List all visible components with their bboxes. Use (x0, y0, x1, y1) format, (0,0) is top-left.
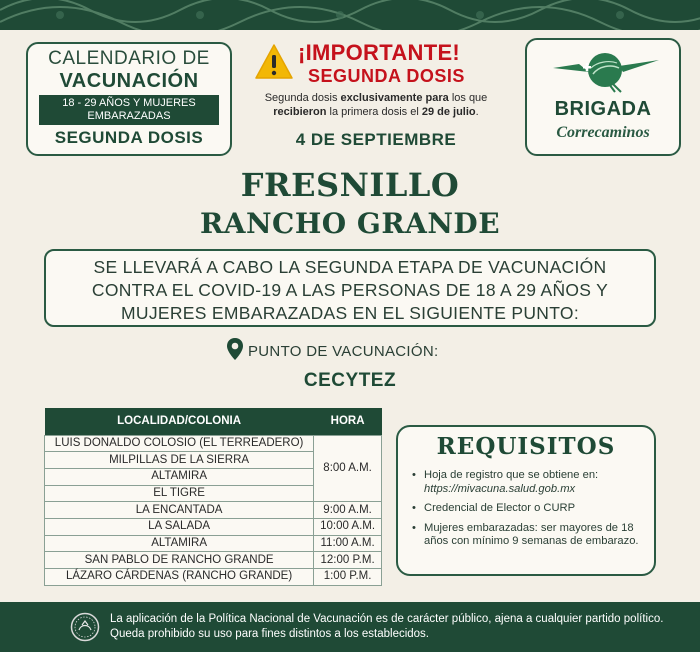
column-header-hour: HORA (314, 408, 382, 435)
locality-cell: EL TIGRE (45, 485, 314, 502)
list-item: • Hoja de registro que se obtiene en: https://mivacuna.salud.gob.mx (412, 469, 648, 496)
locality-cell: LÁZARO CÁRDENAS (RANCHO GRANDE) (45, 569, 314, 586)
requirements-list (412, 469, 648, 555)
hour-cell: 11:00 A.M. (314, 535, 382, 552)
locality-cell: LA SALADA (45, 518, 314, 535)
national-seal-icon (70, 612, 100, 642)
table-header-row (45, 408, 382, 435)
calendar-dose: SEGUNDA DOSIS (54, 128, 204, 147)
important-description: Segunda dosis exclusivamente para los que recibieron la primera dosis el 29 de julio. (264, 92, 488, 118)
notice-line: SE LLEVARÁ A CABO LA SEGUNDA ETAPA DE VACUNACIÓN (93, 257, 607, 277)
top-decorative-band (0, 0, 700, 30)
brigade-subtitle: Correcaminos (556, 124, 650, 141)
list-item: • Credencial de Elector o CURP (412, 502, 648, 516)
locality-cell: MILPILLAS DE LA SIERRA (45, 452, 314, 469)
requirements-box (396, 425, 656, 576)
locality-cell: LUIS DONALDO COLOSIO (EL TERREADERO) (45, 435, 314, 452)
warning-icon (254, 42, 294, 82)
hour-cell: 10:00 A.M. (314, 518, 382, 535)
hour-cell: 8:00 A.M. (314, 435, 382, 502)
city-heading: FRESNILLO (240, 166, 460, 204)
event-date: 4 DE SEPTIEMBRE (295, 130, 457, 149)
brigade-title: BRIGADA (554, 98, 652, 120)
footer-disclaimer: La aplicación de la Política Nacional de Vacunación es de carácter público, ajena a cualquier partido político. Queda prohibido su uso para fines distintos a los establecidos. (110, 613, 664, 640)
registration-link[interactable]: https://mivacuna.salud.gob.mx (424, 482, 576, 495)
locality-cell: ALTAMIRA (45, 535, 314, 552)
location-pin-icon (226, 337, 244, 361)
locality-cell: SAN PABLO DE RANCHO GRANDE (45, 552, 314, 569)
brigade-badge (525, 38, 681, 156)
place-heading: RANCHO GRANDE (199, 207, 501, 240)
calendar-badge (26, 42, 232, 156)
roadrunner-logo-icon (549, 48, 661, 94)
calendar-audience: 18 - 29 AÑOS Y MUJERES EMBARAZADAS (39, 95, 219, 125)
important-title: ¡IMPORTANTE! (298, 40, 461, 65)
notice-line: CONTRA EL COVID-19 A LAS PERSONAS DE 18 A 29 AÑOS Y (91, 280, 609, 300)
table-row (45, 535, 382, 552)
requirements-title: REQUISITOS (436, 433, 616, 460)
hour-cell: 9:00 A.M. (314, 502, 382, 519)
table-row (45, 552, 382, 569)
vaccination-point-label: PUNTO DE VACUNACIÓN: (248, 343, 439, 360)
important-subtitle: SEGUNDA DOSIS (308, 66, 465, 86)
table-row (45, 502, 382, 519)
table-row (45, 435, 382, 452)
vaccination-point-value: CECYTEZ (303, 370, 397, 391)
calendar-title-line1: CALENDARIO DE (48, 48, 210, 69)
hour-cell: 12:00 P.M. (314, 552, 382, 569)
column-header-locality: LOCALIDAD/COLONIA (45, 408, 314, 435)
locality-cell: LA ENCANTADA (45, 502, 314, 519)
table-row (45, 569, 382, 586)
notice-line: MUJERES EMBARAZADAS EN EL SIGUIENTE PUNTO: (121, 303, 579, 323)
schedule-table (44, 408, 382, 586)
locality-cell: ALTAMIRA (45, 468, 314, 485)
calendar-title-line2: VACUNACIÓN (59, 70, 199, 92)
hour-cell: 1:00 P.M. (314, 569, 382, 586)
table-row (45, 518, 382, 535)
notice-box (44, 249, 656, 327)
list-item: • Mujeres embarazadas: ser mayores de 18 años con mínimo 9 semanas de embarazo. (412, 522, 648, 549)
